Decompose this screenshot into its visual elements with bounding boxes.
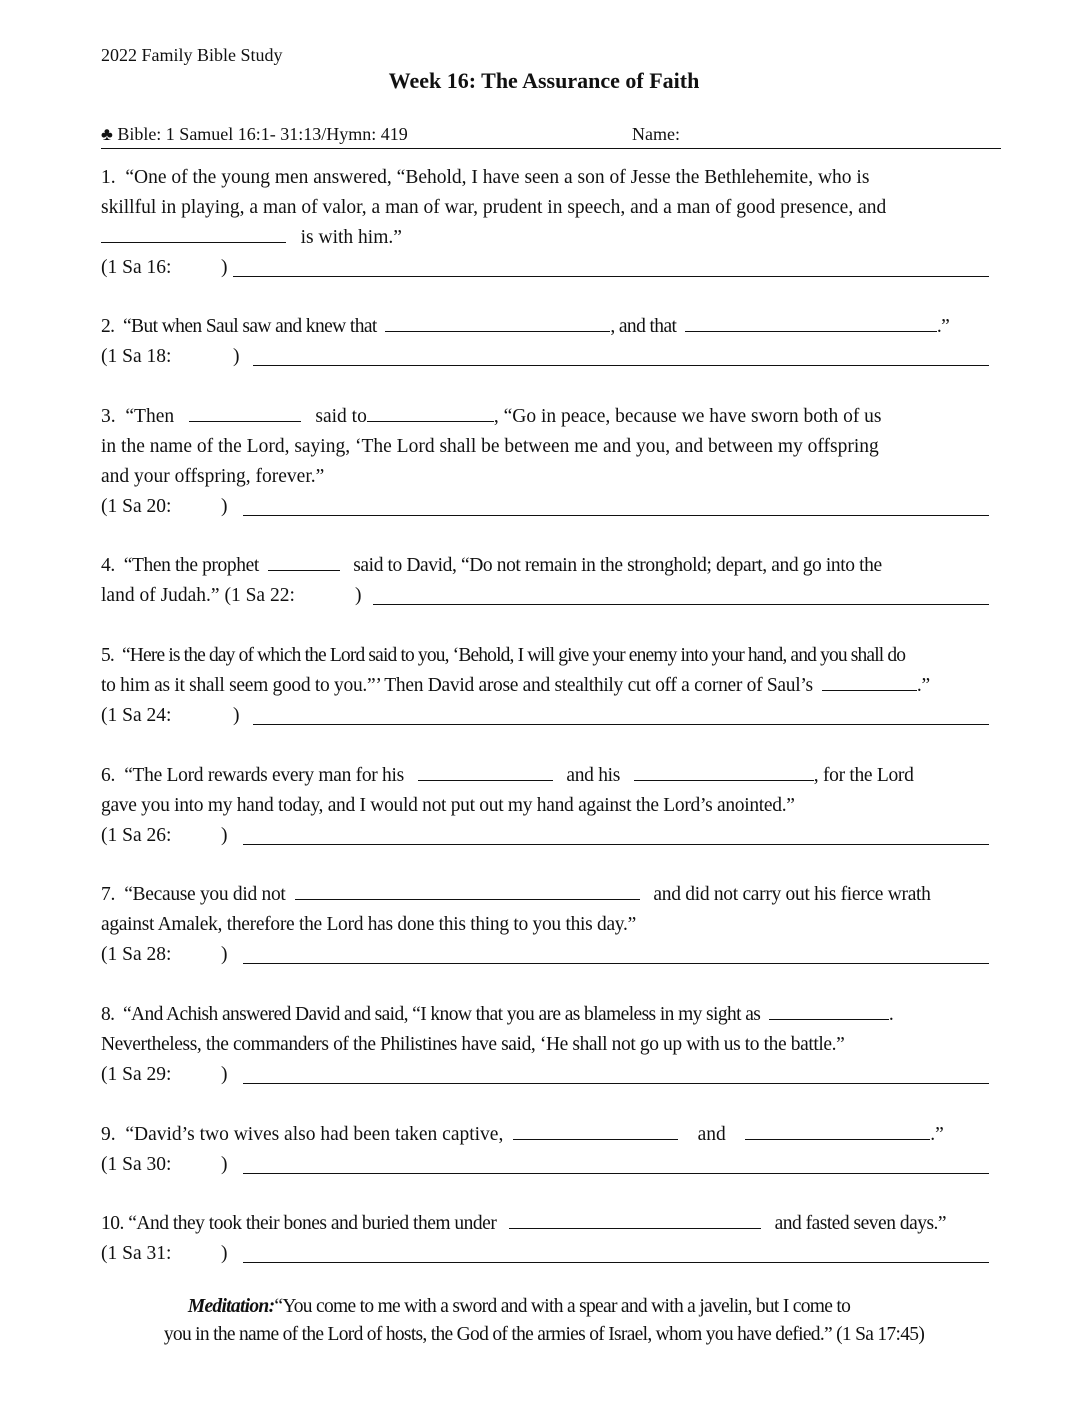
answer-blank[interactable] — [513, 1120, 678, 1140]
question-text: “Because you did not — [124, 884, 286, 905]
verse-answer-line[interactable] — [243, 515, 989, 516]
answer-blank[interactable] — [189, 402, 301, 422]
question-number: 3. — [101, 406, 116, 427]
question-text: “And Achish answered David and said, “I know that you are as blameless in my sight as — [123, 1004, 761, 1025]
question-text: and your offspring, forever.” — [101, 466, 325, 487]
answer-blank[interactable] — [769, 1000, 889, 1020]
question-text: and did not carry out his fierce wrath — [653, 884, 931, 905]
question-text: “David’s two wives also had been taken captive, — [125, 1124, 504, 1145]
question-text: “Then the prophet — [123, 555, 259, 576]
verse-ref-close: ) — [221, 1243, 228, 1264]
verse-ref-close: ) — [233, 705, 240, 726]
question-number: 10. — [101, 1213, 124, 1234]
question-text: said to — [315, 406, 367, 427]
question-number: 4. — [101, 555, 115, 576]
meditation-text: “You come to me with a sword and with a spear and with a javelin, but I come to — [274, 1296, 851, 1317]
question-9 — [101, 1120, 989, 1180]
verse-answer-line[interactable] — [243, 1083, 989, 1084]
meditation-text: you in the name of the Lord of hosts, the God of the armies of Israel, whom you have defied.” (1 Sa 17:45) — [163, 1324, 925, 1345]
question-text: in the name of the Lord, saying, ‘The Lord shall be between me and you, and between my offspring — [101, 436, 879, 457]
question-text: is with him.” — [300, 227, 402, 248]
question-text: , for the Lord — [813, 765, 914, 786]
question-number: 1. — [101, 167, 116, 188]
question-text: and his — [566, 765, 621, 786]
verse-ref-close: ) — [221, 496, 228, 517]
question-text: and fasted seven days.” — [774, 1213, 947, 1234]
question-text: , “Go in peace, because we have sworn both of us — [493, 406, 882, 427]
verse-ref-close: ) — [221, 825, 228, 846]
answer-blank[interactable] — [385, 312, 610, 332]
verse-ref-close: ) — [221, 944, 228, 965]
question-5 — [101, 641, 989, 731]
verse-answer-line[interactable] — [253, 365, 989, 366]
question-3 — [101, 402, 989, 522]
answer-blank[interactable] — [268, 551, 340, 571]
verse-ref-close: ) — [233, 346, 240, 367]
question-text: “One of the young men answered, “Behold, I have seen a son of Jesse the Bethlehemite, who is — [125, 167, 870, 188]
answer-blank[interactable] — [685, 312, 937, 332]
verse-ref: (1 Sa 18: — [101, 346, 172, 367]
question-number: 6. — [101, 765, 116, 786]
verse-ref: (1 Sa 28: — [101, 944, 172, 965]
question-6 — [101, 761, 989, 851]
name-label: Name: — [632, 124, 680, 144]
question-number: 5. — [101, 645, 114, 666]
verse-ref: (1 Sa 16: — [101, 257, 172, 278]
verse-ref-close: ) — [355, 585, 362, 606]
verse-ref: (1 Sa 20: — [101, 496, 172, 517]
question-text: “And they took their bones and buried them under — [128, 1213, 497, 1234]
question-number: 9. — [101, 1124, 116, 1145]
question-text: gave you into my hand today, and I would not put out my hand against the Lord’s anointed.” — [101, 795, 795, 816]
series-label: 2022 Family Bible Study — [101, 45, 283, 65]
verse-answer-line[interactable] — [373, 604, 989, 605]
question-text: . — [888, 1004, 894, 1025]
verse-answer-line[interactable] — [243, 1173, 989, 1174]
verse-ref: (1 Sa 31: — [101, 1243, 172, 1264]
answer-blank[interactable] — [101, 223, 286, 243]
answer-blank[interactable] — [295, 880, 640, 900]
question-1 — [101, 163, 989, 283]
question-text: to him as it shall seem good to you.”’ Then David arose and stealthily cut off a corner of Saul’s — [101, 675, 813, 696]
question-text: “The Lord rewards every man for his — [124, 765, 404, 786]
answer-blank[interactable] — [509, 1209, 761, 1229]
question-text: .” — [930, 1124, 944, 1145]
question-text: .” — [936, 316, 950, 337]
question-number: 7. — [101, 884, 116, 905]
meditation — [0, 1293, 1088, 1349]
answer-blank[interactable] — [822, 671, 917, 691]
verse-ref: (1 Sa 24: — [101, 705, 172, 726]
answer-blank[interactable] — [634, 761, 814, 781]
verse-ref-close: ) — [221, 257, 228, 278]
question-text: “But when Saul saw and knew that — [123, 316, 377, 337]
question-8 — [101, 1000, 989, 1090]
question-text: “Here is the day of which the Lord said to you, ‘Behold, I will give your enemy into your hand, and you shall do — [122, 645, 906, 666]
question-number: 2. — [101, 316, 115, 337]
question-text: Nevertheless, the commanders of the Philistines have said, ‘He shall not go up with us to the battle.” — [101, 1034, 845, 1055]
question-text: .” — [916, 675, 930, 696]
verse-ref-close: ) — [221, 1154, 228, 1175]
verse-ref: (1 Sa 30: — [101, 1154, 172, 1175]
answer-blank[interactable] — [745, 1120, 930, 1140]
question-7 — [101, 880, 989, 970]
verse-ref: (1 Sa 29: — [101, 1064, 172, 1085]
question-10 — [101, 1209, 1001, 1269]
verse-answer-line[interactable] — [243, 963, 989, 964]
verse-answer-line[interactable] — [243, 1262, 989, 1263]
question-text: against Amalek, therefore the Lord has done this thing to you this day.” — [101, 914, 636, 935]
answer-blank[interactable] — [367, 402, 494, 422]
meditation-label: Meditation: — [187, 1296, 275, 1317]
bible-reading-label: ♣ Bible: 1 Samuel 16:1- 31:13/Hymn: 419 — [101, 124, 408, 144]
question-text: skillful in playing, a man of valor, a man of war, prudent in speech, and a man of good presence, and — [101, 197, 887, 218]
verse-answer-line[interactable] — [253, 724, 989, 725]
question-text: land of Judah.” (1 Sa 22: — [101, 585, 295, 606]
question-text: said to David, “Do not remain in the stronghold; depart, and go into the — [353, 555, 882, 576]
answer-blank[interactable] — [418, 761, 553, 781]
question-text: , and that — [610, 316, 677, 337]
page-title: Week 16: The Assurance of Faith — [388, 68, 700, 93]
question-4 — [101, 551, 989, 611]
question-2 — [101, 312, 989, 372]
question-text: “Then — [125, 406, 175, 427]
verse-ref: (1 Sa 26: — [101, 825, 172, 846]
verse-ref-close: ) — [221, 1064, 228, 1085]
verse-answer-line[interactable] — [243, 844, 989, 845]
question-text: and — [697, 1124, 726, 1145]
header-row — [101, 124, 1001, 149]
verse-answer-line[interactable] — [233, 276, 989, 277]
question-number: 8. — [101, 1004, 115, 1025]
